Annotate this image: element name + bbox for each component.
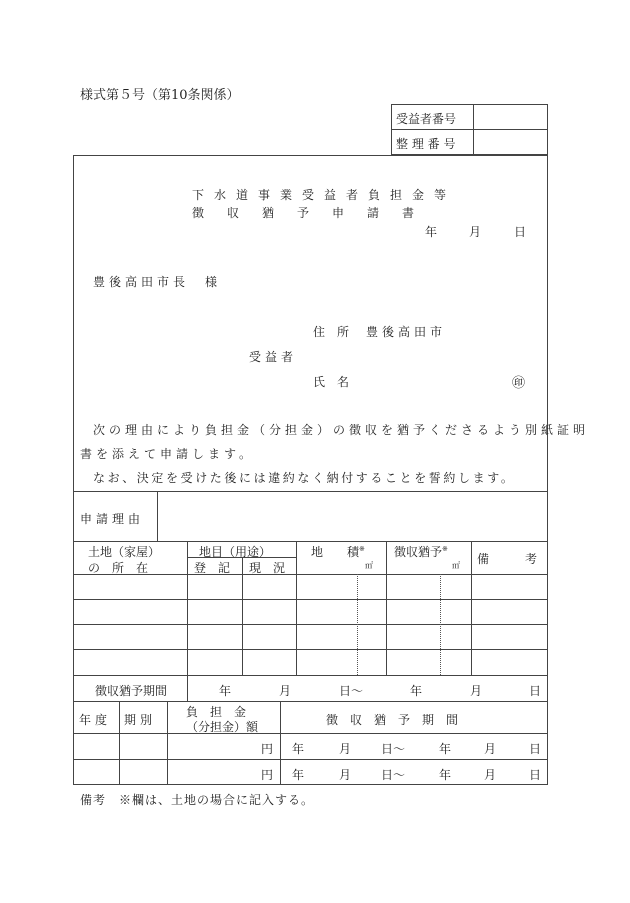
amount-header1: 負 担 金 bbox=[186, 705, 247, 719]
land-col-divider5 bbox=[471, 541, 472, 675]
land-row-line3 bbox=[73, 624, 548, 625]
land-area-unit: ㎡ bbox=[365, 561, 373, 570]
reason-label: 申請理由 bbox=[80, 512, 145, 526]
payment-col-divider3 bbox=[280, 701, 281, 785]
reason-top-line bbox=[73, 491, 548, 492]
period-year2: 年 bbox=[410, 684, 423, 698]
period-divider bbox=[187, 675, 188, 701]
period-day-from: 日～ bbox=[339, 684, 364, 698]
body-para1-line2: 書を添えて申請します。 bbox=[80, 447, 256, 461]
body-para1-line1: 次の理由により負担金（分担金）の徴収を猶予くださるよう別紙証明 bbox=[93, 423, 590, 437]
land-location-header2: の 所 在 bbox=[88, 561, 149, 575]
period-month2: 月 bbox=[470, 684, 483, 698]
period-year: 年 bbox=[219, 684, 232, 698]
row2-year: 年 bbox=[292, 768, 305, 782]
row1-day-from: 日～ bbox=[381, 742, 406, 756]
applicant-role-label: 受益者 bbox=[249, 350, 298, 364]
land-table-top bbox=[73, 541, 548, 542]
row1-month2: 月 bbox=[484, 742, 497, 756]
period-row-bottom bbox=[73, 701, 548, 702]
form-title-line1: 下水道事業受益者負担金等 bbox=[192, 188, 457, 202]
name-label: 氏 名 bbox=[313, 375, 350, 389]
land-col-divider3 bbox=[296, 541, 297, 675]
deferred-area-header: 徴収猶予※ bbox=[394, 545, 448, 559]
land-row-line2 bbox=[73, 599, 548, 600]
payment-header-bottom bbox=[73, 733, 548, 734]
office-box-divider bbox=[391, 129, 548, 130]
row1-month: 月 bbox=[339, 742, 352, 756]
period-month: 月 bbox=[279, 684, 292, 698]
period-day2: 日 bbox=[529, 684, 542, 698]
address-label: 住 所 bbox=[313, 325, 350, 339]
reason-field[interactable] bbox=[160, 494, 545, 539]
land-use-registered: 登 記 bbox=[194, 561, 231, 575]
row2-year2: 年 bbox=[439, 768, 452, 782]
reason-divider bbox=[157, 491, 158, 541]
land-use-current: 現 況 bbox=[249, 561, 286, 575]
row2-month: 月 bbox=[339, 768, 352, 782]
row1-day2: 日 bbox=[529, 742, 542, 756]
row1-year: 年 bbox=[292, 742, 305, 756]
seal-icon: ㊞ bbox=[512, 376, 526, 391]
form-title-line2: 徴収猶予申請書 bbox=[192, 206, 438, 220]
collection-period-header: 徴 収 猶 予 期 間 bbox=[326, 713, 459, 727]
amount-header2: （分担金）額 bbox=[186, 720, 259, 734]
addressee: 豊後高田市長 様 bbox=[93, 275, 222, 289]
body-para2: なお、決定を受けた後には違約なく納付することを誓約します。 bbox=[93, 471, 516, 485]
form-header: 様式第５号（第10条関係） bbox=[80, 88, 240, 103]
date-year: 年 bbox=[425, 225, 438, 239]
row1-year2: 年 bbox=[439, 742, 452, 756]
payment-row-divider bbox=[73, 759, 548, 760]
fiscal-year-header: 年度 bbox=[79, 713, 112, 727]
row2-yen: 円 bbox=[261, 768, 274, 782]
land-col-divider1 bbox=[187, 541, 188, 675]
address-value[interactable]: 豊後高田市 bbox=[366, 325, 447, 339]
land-row-line4 bbox=[73, 649, 548, 650]
land-table-bottom bbox=[73, 675, 548, 676]
land-remarks-header: 備 考 bbox=[477, 552, 542, 566]
deferred-area-unit: ㎡ bbox=[452, 561, 460, 570]
row2-month2: 月 bbox=[484, 768, 497, 782]
period-category-header: 期別 bbox=[124, 713, 157, 727]
date-month: 月 bbox=[469, 225, 482, 239]
row2-day-from: 日～ bbox=[381, 768, 406, 782]
land-use-header: 地目（用途） bbox=[199, 545, 272, 559]
row1-yen: 円 bbox=[261, 742, 274, 756]
row2-day2: 日 bbox=[529, 768, 542, 782]
land-col-divider2 bbox=[242, 557, 243, 675]
recipient-number-field[interactable] bbox=[476, 106, 546, 128]
footnote: 備考 ※欄は、土地の場合に記入する。 bbox=[80, 793, 315, 807]
date-day: 日 bbox=[514, 225, 527, 239]
land-area-header: 地 積※ bbox=[311, 545, 365, 559]
land-col-dotted2 bbox=[440, 574, 441, 675]
reference-number-label: 整 理 番 号 bbox=[396, 137, 456, 151]
reference-number-field[interactable] bbox=[476, 131, 546, 153]
deferment-period-label: 徴収猶予期間 bbox=[95, 684, 168, 698]
payment-col-divider2 bbox=[167, 701, 168, 785]
land-location-header1: 土地（家屋） bbox=[88, 545, 161, 559]
land-col-divider4 bbox=[386, 541, 387, 675]
office-box-vdivider bbox=[473, 104, 474, 155]
land-col-dotted1 bbox=[357, 574, 358, 675]
payment-col-divider1 bbox=[119, 701, 120, 785]
recipient-number-label: 受益者番号 bbox=[396, 112, 457, 126]
